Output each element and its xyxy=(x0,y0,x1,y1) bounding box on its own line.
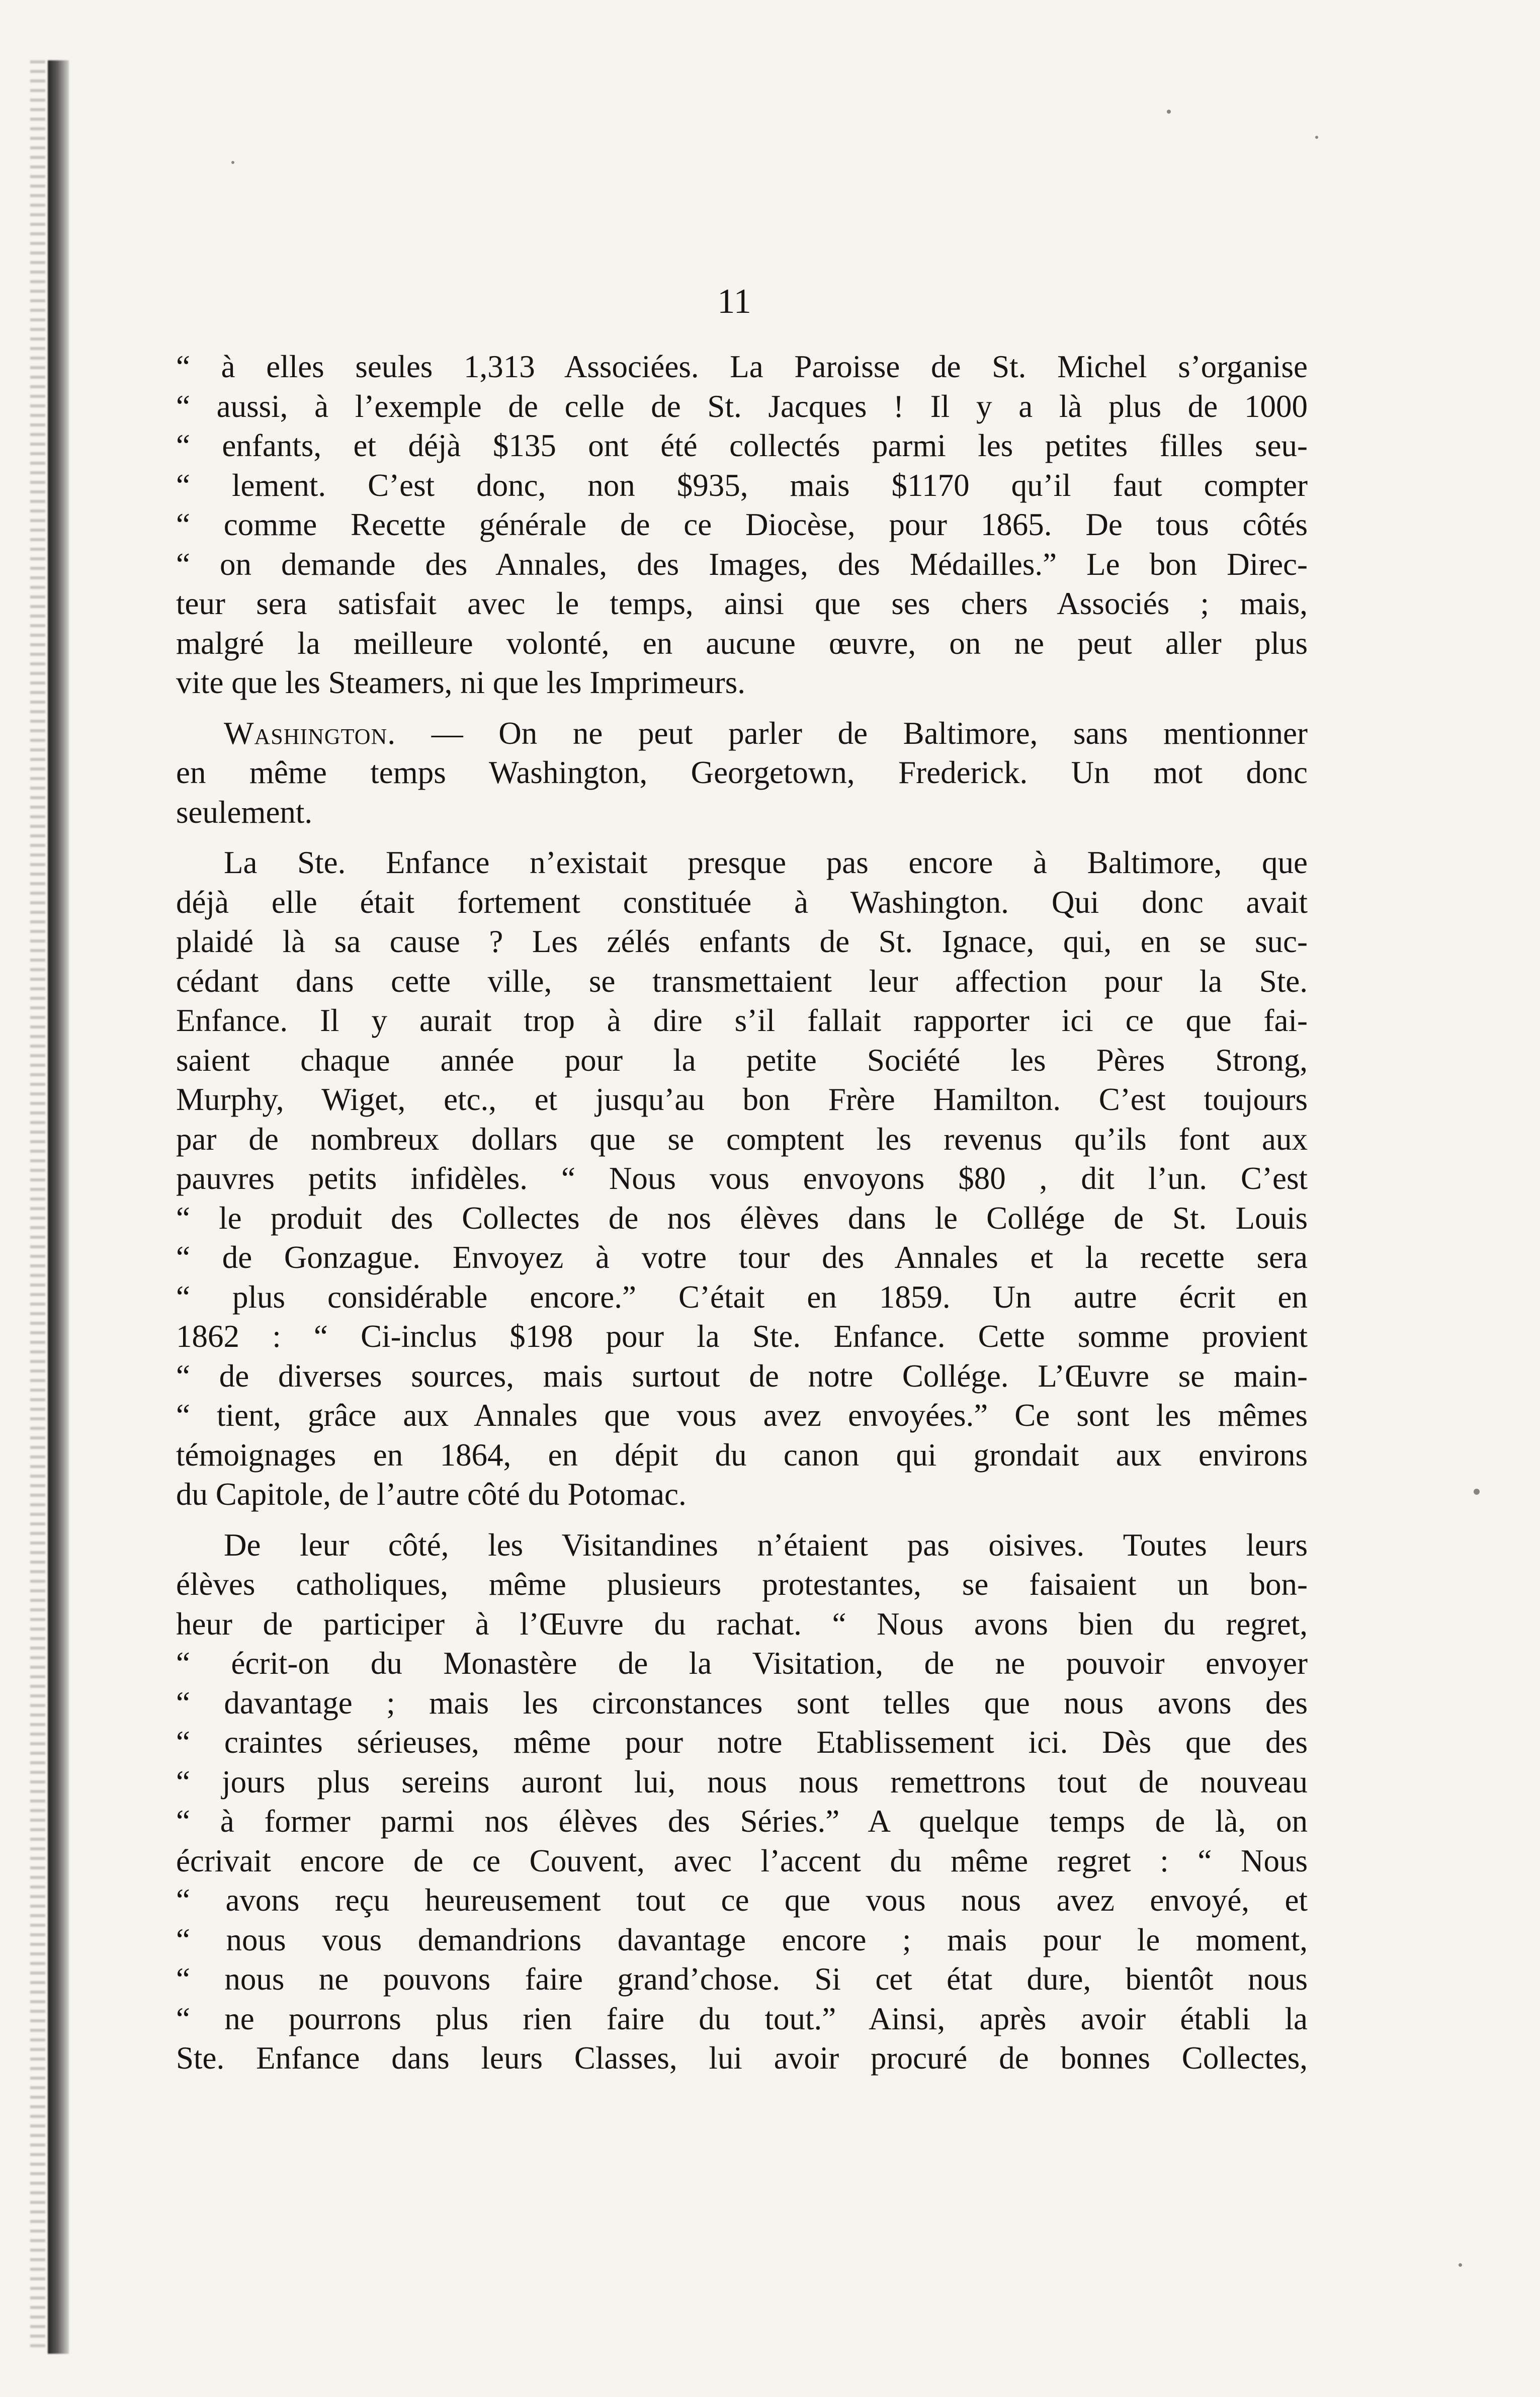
text-line: “ nous vous demandrions davantage encore ; mais pour le moment, xyxy=(176,1922,1308,1957)
text-line: “ plus considérable encore.” C’était en 1859. Un autre écrit en xyxy=(176,1279,1308,1315)
text-line: “ davantage ; mais les circonstances sont telles que nous avons des xyxy=(176,1685,1308,1721)
text-line: Enfance. Il y aurait trop à dire s’il fallait rapporter ici ce que fai- xyxy=(176,1003,1308,1038)
ink-speck xyxy=(1459,2263,1462,2267)
text-line: “ à elles seules 1,313 Associées. La Paroisse de St. Michel s’organise xyxy=(176,349,1308,384)
text-line: élèves catholiques, même plusieurs protestantes, se faisaient un bon- xyxy=(176,1567,1308,1602)
text-line: “ jours plus sereins auront lui, nous nous remettrons tout de nouveau xyxy=(176,1764,1308,1800)
text-line: “ de diverses sources, mais surtout de notre Collége. L’Œuvre se main- xyxy=(176,1358,1308,1394)
paragraph xyxy=(176,843,1308,1514)
text-line: déjà elle était fortement constituée à Washington. Qui donc avait xyxy=(176,884,1308,920)
ink-speck xyxy=(1315,136,1318,139)
text-line xyxy=(176,714,1308,753)
paragraph xyxy=(176,1525,1308,2078)
text-line: en même temps Washington, Georgetown, Frederick. Un mot donc xyxy=(176,755,1308,790)
paragraph xyxy=(176,347,1308,703)
text-line: heur de participer à l’Œuvre du rachat. “ Nous avons bien du regret, xyxy=(176,1606,1308,1642)
text-line: “ avons reçu heureusement tout ce que vous nous avez envoyé, et xyxy=(176,1882,1308,1918)
text-line: malgré la meilleure volonté, en aucune œuvre, on ne peut aller plus xyxy=(176,625,1308,661)
text-line: “ lement. C’est donc, non $935, mais $1170 qu’il faut compter xyxy=(176,467,1308,503)
text-line: cédant dans cette ville, se transmettaient leur affection pour la Ste. xyxy=(176,963,1308,999)
ink-speck xyxy=(1474,1489,1480,1495)
text-line: par de nombreux dollars que se comptent les revenus qu’ils font aux xyxy=(176,1121,1308,1157)
text-line: “ craintes sérieuses, même pour notre Etablissement ici. Dès que des xyxy=(176,1725,1308,1760)
text-line: seulement. xyxy=(176,794,313,830)
page-number: 11 xyxy=(717,282,751,321)
text-line: écrivait encore de ce Couvent, avec l’accent du même regret : “ Nous xyxy=(176,1843,1308,1878)
text-line: “ écrit-on du Monastère de la Visitation, de ne pouvoir envoyer xyxy=(176,1646,1308,1681)
text-fragment: — On ne peut parler de Baltimore, sans mentionner xyxy=(396,715,1308,751)
binding-shadow xyxy=(48,60,69,2354)
ink-speck xyxy=(1167,110,1171,114)
text-line: De leur côté, les Visitandines n’étaient pas oisives. Toutes leurs xyxy=(224,1527,1308,1563)
text-line: Murphy, Wiget, etc., et jusqu’au bon Frère Hamilton. C’est toujours xyxy=(176,1082,1308,1117)
text-line: “ tient, grâce aux Annales que vous avez envoyées.” Ce sont les mêmes xyxy=(176,1398,1308,1433)
text-line: “ comme Recette générale de ce Diocèse, pour 1865. De tous côtés xyxy=(176,507,1308,542)
text-line: “ on demande des Annales, des Images, des Médailles.” Le bon Direc- xyxy=(176,546,1308,582)
ink-speck xyxy=(231,161,234,164)
text-line: du Capitole, de l’autre côté du Potomac. xyxy=(176,1477,687,1512)
text-line: “ nous ne pouvons faire grand’chose. Si cet état dure, bientôt nous xyxy=(176,1961,1308,1997)
text-line: vite que les Steamers, ni que les Imprimeurs. xyxy=(176,665,745,700)
text-line: “ aussi, à l’exemple de celle de St. Jacques ! Il y a là plus de 1000 xyxy=(176,388,1308,424)
text-line: “ de Gonzague. Envoyez à votre tour des Annales et la recette sera xyxy=(176,1240,1308,1275)
body-text xyxy=(176,347,1308,2078)
text-line: “ à former parmi nos élèves des Séries.” A quelque temps de là, on xyxy=(176,1804,1308,1839)
text-line: “ enfants, et déjà $135 ont été collectés parmi les petites filles seu- xyxy=(176,428,1308,463)
text-line: pauvres petits infidèles. “ Nous vous envoyons $80 , dit l’un. C’est xyxy=(176,1161,1308,1196)
text-line: Ste. Enfance dans leurs Classes, lui avoir procuré de bonnes Collectes, xyxy=(176,2040,1308,2076)
text-line: 1862 : “ Ci-inclus $198 pour la Ste. Enfance. Cette somme provient xyxy=(176,1319,1308,1354)
text-line: “ ne pourrons plus rien faire du tout.” Ainsi, après avoir établi la xyxy=(176,2001,1308,2036)
section-heading: Washington. xyxy=(224,715,396,751)
text-line: La Ste. Enfance n’existait presque pas encore à Baltimore, que xyxy=(224,845,1308,880)
text-line: “ le produit des Collectes de nos élèves dans le Collége de St. Louis xyxy=(176,1200,1308,1236)
text-line: saient chaque année pour la petite Société les Pères Strong, xyxy=(176,1042,1308,1078)
text-line: témoignages en 1864, en dépit du canon qui grondait aux environs xyxy=(176,1437,1308,1473)
text-line: teur sera satisfait avec le temps, ainsi que ses chers Associés ; mais, xyxy=(176,586,1308,621)
paragraph-washington xyxy=(176,714,1308,832)
text-line: plaidé là sa cause ? Les zélés enfants de St. Ignace, qui, en se suc- xyxy=(176,924,1308,959)
